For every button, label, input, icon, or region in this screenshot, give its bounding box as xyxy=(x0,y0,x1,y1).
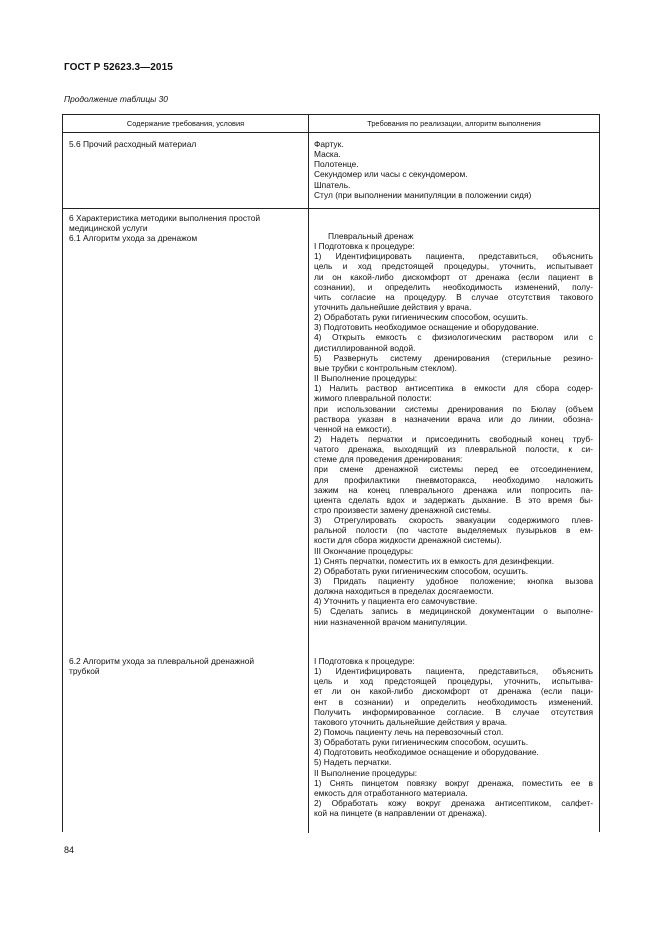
cell-text-line: ральной полости (по частоте выделяемых пузырьков в ем- xyxy=(314,525,593,536)
cell-text-line: жимого плевральной полости: xyxy=(314,393,432,404)
cell-text-line: 5) Развернуть систему дренирования (стерильные резино- xyxy=(314,352,593,363)
cell-text-line: раствора указан в назначении врача или до линии, обозна- xyxy=(314,413,593,424)
cell-text-line: 1) Снять перчатки, поместить их в емкость для дезинфекции. xyxy=(314,555,555,566)
cell-text-line: стеме для проведения дренирования: xyxy=(314,454,463,465)
cell-text-line: 4) Уточнить у пациента его самочувствие. xyxy=(314,596,478,607)
cell-text-line: ли он какой-либо дискомфорт от дренажа (если пациент в xyxy=(314,271,593,282)
cell-text-line: ченной на емкости). xyxy=(314,423,393,434)
cell-text-line: 3) Отрегулировать скорость эвакуации содержимого плев- xyxy=(314,515,593,526)
column-header-left: Содержание требования, условия xyxy=(126,119,245,128)
cell-text-line: при смене дренажной системы перед ее отсоединением, xyxy=(314,464,593,475)
column-header-right: Требования по реализации, алгоритм выполнения xyxy=(367,119,541,128)
cell-text-line: уточнить дальнейшие действия у врача. xyxy=(314,302,472,313)
cell-text-line: I Подготовка к процедуре: xyxy=(314,656,415,666)
cell-text-line: 1) Снять пинцетом повязку вокруг дренажа, поместить ее в xyxy=(314,777,593,788)
cell-text-line: 2) Надеть перчатки и присоединить свободный конец труб- xyxy=(314,433,593,444)
cell-text-line: цель и ход предстоящей процедуры, уточнить, испытывает xyxy=(314,261,593,272)
cell-text-line: кой на пинцете (в направлении от дренажа). xyxy=(314,808,487,819)
row2-left-cell-a xyxy=(69,213,303,243)
cell-text-line: 3) Обработать руки гигиеническим способом, осушить. xyxy=(314,737,529,748)
cell-text-line: II Выполнение процедуры: xyxy=(314,767,418,778)
cell-text-line: емкость для отработанного материала. xyxy=(314,787,468,798)
cell-text-line: 2) Обработать руки гигиеническим способом, осушить. xyxy=(314,312,529,323)
cell-text-line: чатого дренажа, выходящий из плевральной полости, к си- xyxy=(314,444,593,455)
cell-text-line: Шпатель. xyxy=(314,179,351,190)
cell-text-line: 3) Придать пациенту удобное положение; кнопка вызова xyxy=(314,576,593,587)
row-divider xyxy=(63,208,599,209)
cell-text-line: 5.6 Прочий расходный материал xyxy=(69,139,197,149)
cell-text-line: стро произвести замену дренажной системы. xyxy=(314,504,492,515)
cell-text-line: Секундомер или часы с секундомером. xyxy=(314,169,468,180)
cell-text-line: II Выполнение процедуры: xyxy=(314,373,418,384)
row1-right-cell xyxy=(314,139,593,200)
cell-text-line: медицинской услуги xyxy=(69,223,148,234)
column-divider xyxy=(308,115,309,833)
cell-text-line: для профилактики пневмоторакса, необходимо наложить xyxy=(314,474,593,485)
cell-text-line: 2) Обработать кожу вокруг дренажа антисептиком, салфет- xyxy=(314,798,593,809)
cell-text-line: 4) Открыть емкость с физиологическим раствором или с xyxy=(314,332,593,343)
cell-text-line: Маска. xyxy=(314,149,341,160)
cell-text-line: 2) Помочь пациенту лечь на перевозочный стол. xyxy=(314,727,504,738)
cell-text-line: при использовании системы дренирования по Бюлау (объем xyxy=(314,403,593,414)
cell-text-line: Полотенце. xyxy=(314,159,359,170)
requirements-table xyxy=(62,114,600,832)
cell-text-line: 6.2 Алгоритм ухода за плевральной дренажной xyxy=(69,656,255,666)
cell-text-line: нии назначенной врачом манипуляции. xyxy=(314,616,468,627)
cell-text-line: 5) Сделать запись в медицинской документации о выполне- xyxy=(314,606,593,617)
cell-text-line: 1) Идентифицировать пациента, представиться, объяснить xyxy=(314,666,593,677)
cell-text-line: 6.1 Алгоритм ухода за дренажом xyxy=(69,233,198,244)
cell-text-line: должна находиться в пределах досягаемости. xyxy=(314,586,494,597)
cell-text-line: циента сделать вдох и задержать дыхание. В это время бы- xyxy=(314,494,593,505)
cell-text-line: Фартук. xyxy=(314,139,344,149)
cell-text-line: III Окончание процедуры: xyxy=(314,545,414,556)
cell-text-line: ет ли он какой-либо дискомфорт от дренажа (если паци- xyxy=(314,686,593,697)
cell-text-line: 2) Обработать руки гигиеническим способом, осушить. xyxy=(314,565,529,576)
cell-text-line: цель и ход предстоящей процедуры, уточнить, испытыва- xyxy=(314,676,593,687)
cell-text-line: сознании), и определить необходимость изменений, полу- xyxy=(314,281,593,292)
cell-text-line: ент в сознании) и определить необходимость изменений. xyxy=(314,696,593,707)
header-divider xyxy=(63,132,599,133)
row1-left-cell xyxy=(69,139,303,149)
cell-text-line: Плевральный дренаж xyxy=(328,231,414,241)
document-code: ГОСТ Р 52623.3—2015 xyxy=(64,62,173,73)
row2-left-cell-b xyxy=(69,656,303,676)
cell-text-line: 1) Идентифицировать пациента, представиться, объяснить xyxy=(314,251,593,262)
cell-text-line: I Подготовка к процедуре: xyxy=(314,241,415,252)
cell-text-line: трубкой xyxy=(69,666,100,677)
page-number: 84 xyxy=(64,845,75,855)
cell-text-line: чить согласие на процедуру. В случае отсутствия такового xyxy=(314,291,593,302)
cell-text-line: 4) Подготовить необходимое оснащение и оборудование. xyxy=(314,747,539,758)
cell-text-line: кости для сбора жидкости дренажной системы). xyxy=(314,535,502,546)
cell-text-line: дистиллированной водой. xyxy=(314,342,416,353)
cell-text-line: Получить информированное согласие. В случае отсутствия xyxy=(314,706,593,717)
row2-right-cell-a xyxy=(314,231,593,627)
cell-text-line: Стул (при выполнении манипуляции в положении сидя) xyxy=(314,189,532,200)
cell-text-line: 1) Налить раствор антисептика в емкости для сбора содер- xyxy=(314,383,593,394)
cell-text-line: такового уточнить дальнейшие действия у врача. xyxy=(314,716,508,727)
cell-text-line: 6 Характеристика методики выполнения простой xyxy=(69,213,261,223)
table-continuation-caption: Продолжение таблицы 30 xyxy=(64,94,168,104)
row2-right-cell-b xyxy=(314,656,593,818)
cell-text-line: вые трубки с контрольным стеклом). xyxy=(314,362,457,373)
cell-text-line: 5) Надеть перчатки. xyxy=(314,757,392,768)
cell-text-line: 3) Подготовить необходимое оснащение и оборудование. xyxy=(314,322,539,333)
cell-text-line: зажим на конец плеврального дренажа или попросить па- xyxy=(314,484,593,495)
